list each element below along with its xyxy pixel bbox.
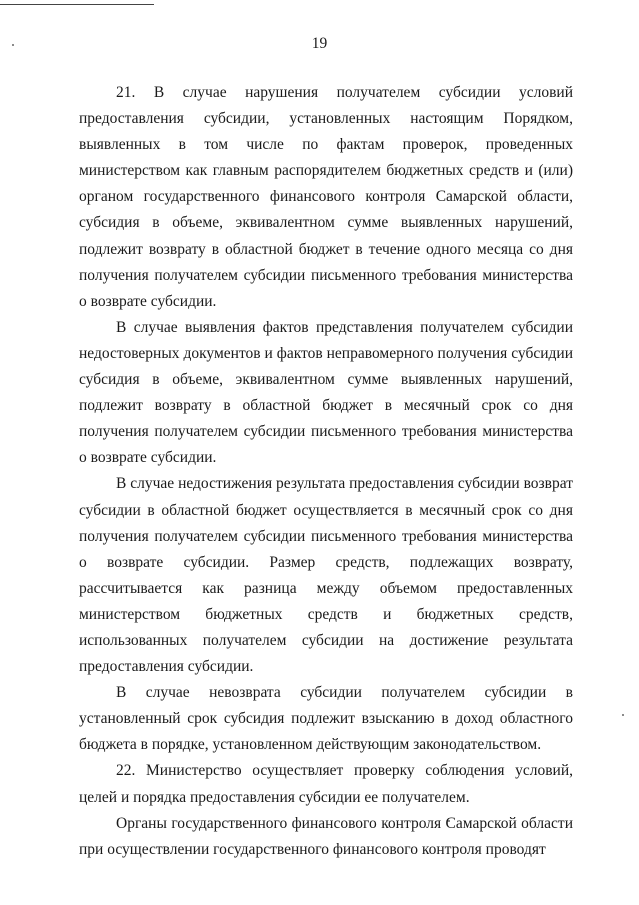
paragraph-false-documents: В случае выявления фактов представления получателем субсидии недостоверных документов и фактов неправомерного получения субсидии субсидия в объеме, эквивалентном сумме выявленных нарушений, подлежит возврату в областной бюджет в месячный срок со дня получения получателем субсидии письменного требования министерства о возврате субсидии. bbox=[79, 318, 573, 467]
paragraph-result-not-achieved: В случае недостижения результата предоставления субсидии возврат субсидии в областной бюджет осуществляется в месячный срок со дня получения получателем субсидии письменного требования министерства о возврате субсидии. Размер средств, подлежащих возврату, рассчитывается как разница между объемом предоставленных министерством бюджетных средств и бюджетных средств, использованных получателем субсидии на достижение результата предоставления субсидии. bbox=[79, 475, 573, 676]
scan-corner-rule bbox=[0, 4, 154, 5]
page-number: 19 bbox=[311, 35, 328, 52]
paragraph-22-ministry-check: 22. Министерство осуществляет проверку соблюдения условий, целей и порядка предоставления субсидии ее получателем. bbox=[79, 762, 573, 806]
paragraph-non-return-recovery: В случае невозврата субсидии получателем субсидии в установленный срок субсидия подлежит взысканию в доход областного бюджета в порядке, установленном действующим законодательством. bbox=[79, 684, 573, 754]
scan-speck bbox=[622, 714, 624, 716]
paragraph-21-violation-return: 21. В случае нарушения получателем субсидии условий предоставления субсидии, установленных настоящим Порядком, выявленных в том числе по фактам проверок, проведенных министерством как главным распорядителем бюджетных средств и (или) органом государственного финансового контроля Самарской области, субсидия в объеме, эквивалентном сумме выявленных нарушений, подлежит возврату в областной бюджет в течение одного месяца со дня получения получателем субсидии письменного требования министерства о возврате субсидии. bbox=[79, 84, 573, 310]
document-body bbox=[79, 80, 573, 863]
paragraph-financial-control: Органы государственного финансового контроля Самарской области при осуществлении государственного финансового контроля проводят bbox=[79, 814, 573, 858]
